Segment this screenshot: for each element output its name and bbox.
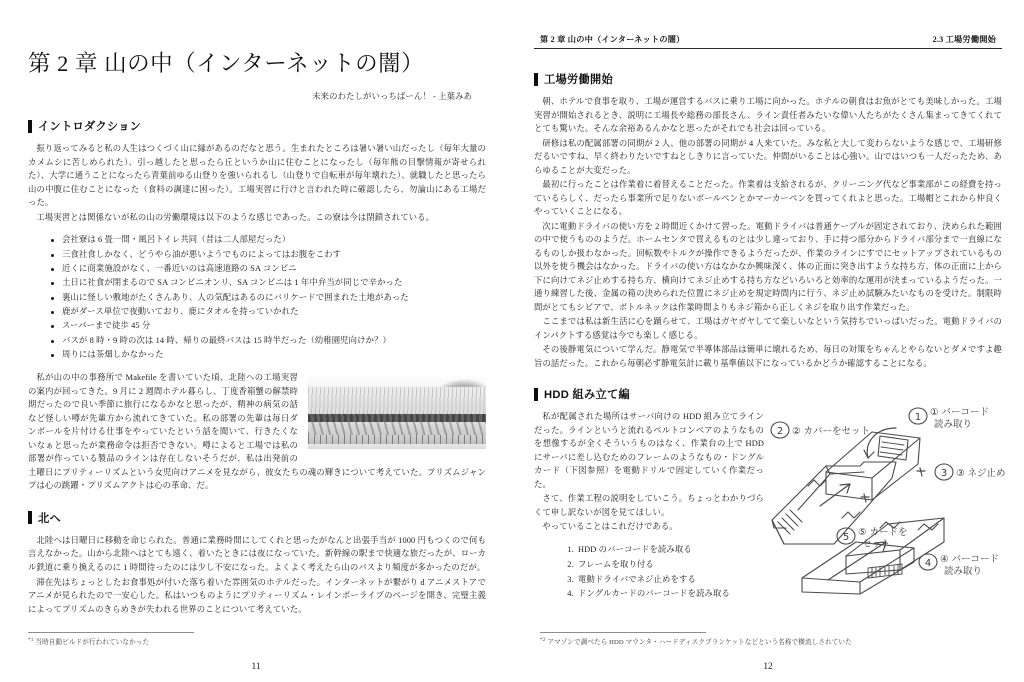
list-item: 1. HDD のバーコードを読み取る xyxy=(576,543,1002,558)
list-item: 鹿がダース単位で夜動いており、鹿にタオルを持っていかれた xyxy=(62,305,486,319)
footnote-area-right xyxy=(540,632,1002,648)
paragraph-text: 私が配属された場所はサーバ向けの HDD 組み立てラインだった。ラインというと流れるベルトコンベアのようなものを想像するが全くそういうものはなく、作業台の上で HDD にサーバに差し込むためのフレームのようなもの・ドングルカード（下図参照）を電動ドリルで固定していく作業だった。 xyxy=(534,412,764,489)
photo-field-layer xyxy=(308,387,486,416)
figure-label-2: ② カバーをセット xyxy=(792,426,871,438)
figure-label-5-line1: ⑤ カードを xyxy=(858,527,908,539)
list-item: 4. ドングルカードのバーコードを読み取る xyxy=(576,587,1002,602)
paragraph: 最初に行ったことは作業着に着替えることだった。作業着は支給されるが、クリーニング代など事業部がこの経費を持っているらしく、だったら事業所で足りないボールペンとかマーカーペンを買ってくれよと思った。工場帽とこれから仲良くやっていくことになる。 xyxy=(534,180,1002,217)
page-number-left: 11 xyxy=(251,662,261,672)
paragraph: 朝、ホテルで食事を取り、工場が運営するバスに乗り工場に向かった。ホテルの朝食はお魚がとても美味しかった。工場実習が開始されるとき、説明に工場長や総務の部長さん、ライン責任者みたいな偉い人たちがたくさん集まってきてくれてとても驚いた。そんな余裕あるんかなと思ったがそれでも社会は回っている。 xyxy=(534,97,1002,134)
list-item: 2. フレームを取り付る xyxy=(576,558,1002,573)
paragraph: 工場実習とは関係ないが私の山の労働環境は以下のような感じであった。この寮は今は閉鎖されている。 xyxy=(36,212,435,222)
hdd-assembly-sketch xyxy=(768,402,1014,598)
figure-circle-number-1: 1 xyxy=(914,412,922,424)
running-header-chapter: 第 2 章 山の中（インターネットの闇） xyxy=(540,35,685,44)
figure-circle-number-5: 5 xyxy=(842,532,850,544)
list-item: 周りには茶畑しかなかった xyxy=(62,348,486,362)
list-item: スーパーまで徒歩 45 分 xyxy=(62,319,486,333)
list-item: 近くに商業施設がなく、一番近いのは高速道路の SA コンビニ xyxy=(62,262,486,276)
paragraph: 振り返ってみると私の人生はつくづく山に縁があるのだなと思う。生まれたところは暑い暑い山だったし（毎年大量のカメムシに苦しめられた）、引っ越したと思ったら丘というか山に住むことになったし（毎年熊の目撃情報が寄せられた）、大学に通うことになったら青葉前ゆる山登りを強いられるし（山登りで自転車が毎年壊れた）、就職したと思ったら山の中腹に住むことになった（食料の調達に困った）。工場実習に行けと言われた時に確認したら、勿論山にある工場だった。 xyxy=(28,144,486,208)
figure-label-4-line2: 読み取り xyxy=(944,566,983,578)
section-heading-north-label: 北へ xyxy=(38,512,61,525)
list-item: 裏山に怪しい敷地がたくさんあり、人の気配はあるのにバリケードで囲まれた土地があった xyxy=(62,291,486,305)
section-bar-icon xyxy=(28,511,32,524)
list-item: 会社寮は 6 畳一間・風呂トイレ共同（昔は二人部屋だった） xyxy=(62,233,486,247)
figure-circle-number-2: 2 xyxy=(776,426,784,438)
paragraph: 研修は私の配属部署の同期が 2 人、他の部署の同期が 4 人来ていた。みな私と大して変わらないような感じで、工場研修だるいですね、早く終わりたいですねとしきりに言っていた。仲間がいることは心強い。山ではいつも一人だったため、あらゆることが大変だった。 xyxy=(534,138,1002,175)
paragraph: 北陸へは日曜日に移動を命じられた。普通に業務時間にしてくれと思ったがなんと出張手当が 1000 円もつくので何も言えなかった。山から北陸へはとても遠く、着いたときには夜になっていた。新幹線の駅まで快適な旅だったが、ローカル鉄道に乗り換えるのに 1 時間待ったのには少し不安になった。よくよく考えたら山のバスより頻度が多かったのだが。 xyxy=(28,535,486,572)
paragraph-text: 私が山の中の事務所で Makefile を書いていた頃、北陸への工場実習の案内が回ってきた。9 月に 2 週間ホテル暮らし、丁度香箱蟹の解禁時期だったので良い季節に旅行になるかなと思ったが、精神の病気の話など怪しい噂が先輩方から流れてきていた。私の部署の先輩は毎日ダンボールを片付ける仕事をやっていたという話を聞いて、行きたくないなぁと思ったが業務命令は拒否できない。噂によると工場では私の部署が作っている製品のラインは存在しないそうだが、私は出発前の土曜日にプリティーリズムという女児向けアニメを見ながら、彼女たちの魂の輝きについて考えていた。プリズムジャンプは心の跳躍・プリズムアクトは心の革命、だ。 xyxy=(28,373,486,491)
paragraph: 滞在先はちょっとしたお食事処が付いた落ち着いた雰囲気のホテルだった。インターネットが繋がり d アニメストアでアニメが見られたので一安心した。私はいつものようにプリティーリズム・レインボーライブのページを開き、完璧主義によってプリズムのきらめきが失われる世界のことについて考えていた。 xyxy=(28,577,486,614)
footnote-rule xyxy=(28,632,194,633)
figure-label-1-line2: 読み取り xyxy=(934,419,973,431)
figure-label-4-line1: ④ バーコード xyxy=(940,554,1000,566)
tea-field-photo xyxy=(308,376,486,449)
section-heading-factory-label: 工場労働開始 xyxy=(544,74,613,86)
page-number-right: 12 xyxy=(763,662,773,672)
environment-bullet-list xyxy=(28,233,486,362)
paragraph: やっていることはこれだけである。 xyxy=(542,522,678,532)
footnote-marker: *2 xyxy=(540,636,546,643)
footnote-rule xyxy=(540,632,706,633)
section-heading-intro xyxy=(28,118,486,134)
section-bar-icon xyxy=(28,120,32,133)
section-heading-intro-label: イントロダクション xyxy=(38,121,142,134)
list-item: 三食社食しかなく、どうやら油が悪いようでものによってはお腹をこわす xyxy=(62,248,486,262)
figure-circle-number-4: 4 xyxy=(924,558,932,570)
figure-circle-number-3: 3 xyxy=(940,468,948,480)
section-heading-hdd xyxy=(534,386,1002,402)
running-header-section: 2.3 工場労働開始 xyxy=(932,35,996,44)
footnote-text: 当時自動ビルドが行われていなかった xyxy=(35,639,150,647)
hdd-assembly-figure xyxy=(768,402,1014,598)
tea-field-photo-figure xyxy=(308,376,486,449)
paragraph: 次に電動ドライバの使い方を 2 時間近くかけて習った。電動ドライバは普通ケーブルが固定されており、決められた範囲の中で使うもののようだ。ホームセンタで買えるものとは少し違っており、手に持つ部分からドライバ部分まで一直線になるものしか扱わなかった。回転数やトルクが操作できるようだったが、作業のラインにすでにセットアップされているもの以外を使う機会はなかった。ドライバの使い方はなかなか興味深く、体の正面に突き出すような持ち方、体の正面に上から下に向けてネジ止めする持ち方、横向けてネジ止めする持ち方などいろいろと効率的な運用が決まっているようだった。一通り練習した後、金属の箱の決められた位置にネジ止めを規定時間内に行う、ネジ止め試験みたいなものを受けた。制限時間がとてもシビアで、ボトルネックは作業時間よりもネジ箱から正しくネジを取り出す作業だった。 xyxy=(534,221,1002,312)
section-heading-north xyxy=(28,510,486,526)
list-item: バスが 8 時・9 時の次は 14 時、帰りの最終バスは 15 時半だった（幼稚園児向けか？） xyxy=(62,334,486,348)
list-item: 3. 電動ドライバでネジ止めをする xyxy=(576,573,1002,588)
footnote xyxy=(540,637,1002,648)
footnote-marker: *1 xyxy=(28,636,34,643)
figure-label-3: ③ ネジ止め xyxy=(956,468,1006,480)
paragraph: さて、作業工程の説明をしていこう。ちょっとわかりづらくて申し訳ないが図を見てほしい。 xyxy=(534,494,764,517)
figure-label-1-line1: ① バーコード xyxy=(930,407,990,419)
list-item: 土日に社食が閉まるので SA コンビニオンリ、SA コンビニは 1 年中弁当が同じで辛かった xyxy=(62,276,486,290)
paragraph: その後静電気について学んだ。静電気で半導体部品は簡単に壊れるため、毎日の対策をちゃんとやらないとダメですよ趣旨の話だった。これから毎朝必ず静電気計に載り基準値以下になっているかどうか確認することになる。 xyxy=(534,345,1002,368)
footnote-text: アマゾンで調べたら HDD マウンタ・ハードディスクブランケットなどという名称で横流しされていた xyxy=(547,639,852,647)
section-bar-icon xyxy=(534,388,538,401)
figure-label-5-line2: セット xyxy=(862,539,891,551)
section-heading-hdd-label: HDD 組み立て編 xyxy=(544,389,630,402)
right-page xyxy=(512,0,1024,682)
footnote xyxy=(28,637,486,648)
chapter-epigraph: 未来のわたしがいっちばーん！ - 上葉みあ xyxy=(312,92,472,102)
chapter-title: 第 2 章 山の中（インターネットの闇） xyxy=(28,51,425,76)
paragraph: ここまでは私は新生活に心を踊らせて、工場はガヤガヤしてて楽しいなという気持ちでいっぱいだった。電動ドライバのインパクトする感覚は今でも楽しく感じる。 xyxy=(534,317,1002,340)
photo-road-layer xyxy=(308,444,486,449)
section-bar-icon xyxy=(534,73,538,86)
section-heading-factory xyxy=(534,71,1002,87)
running-header xyxy=(534,34,1002,49)
footnote-area-left xyxy=(28,632,486,648)
